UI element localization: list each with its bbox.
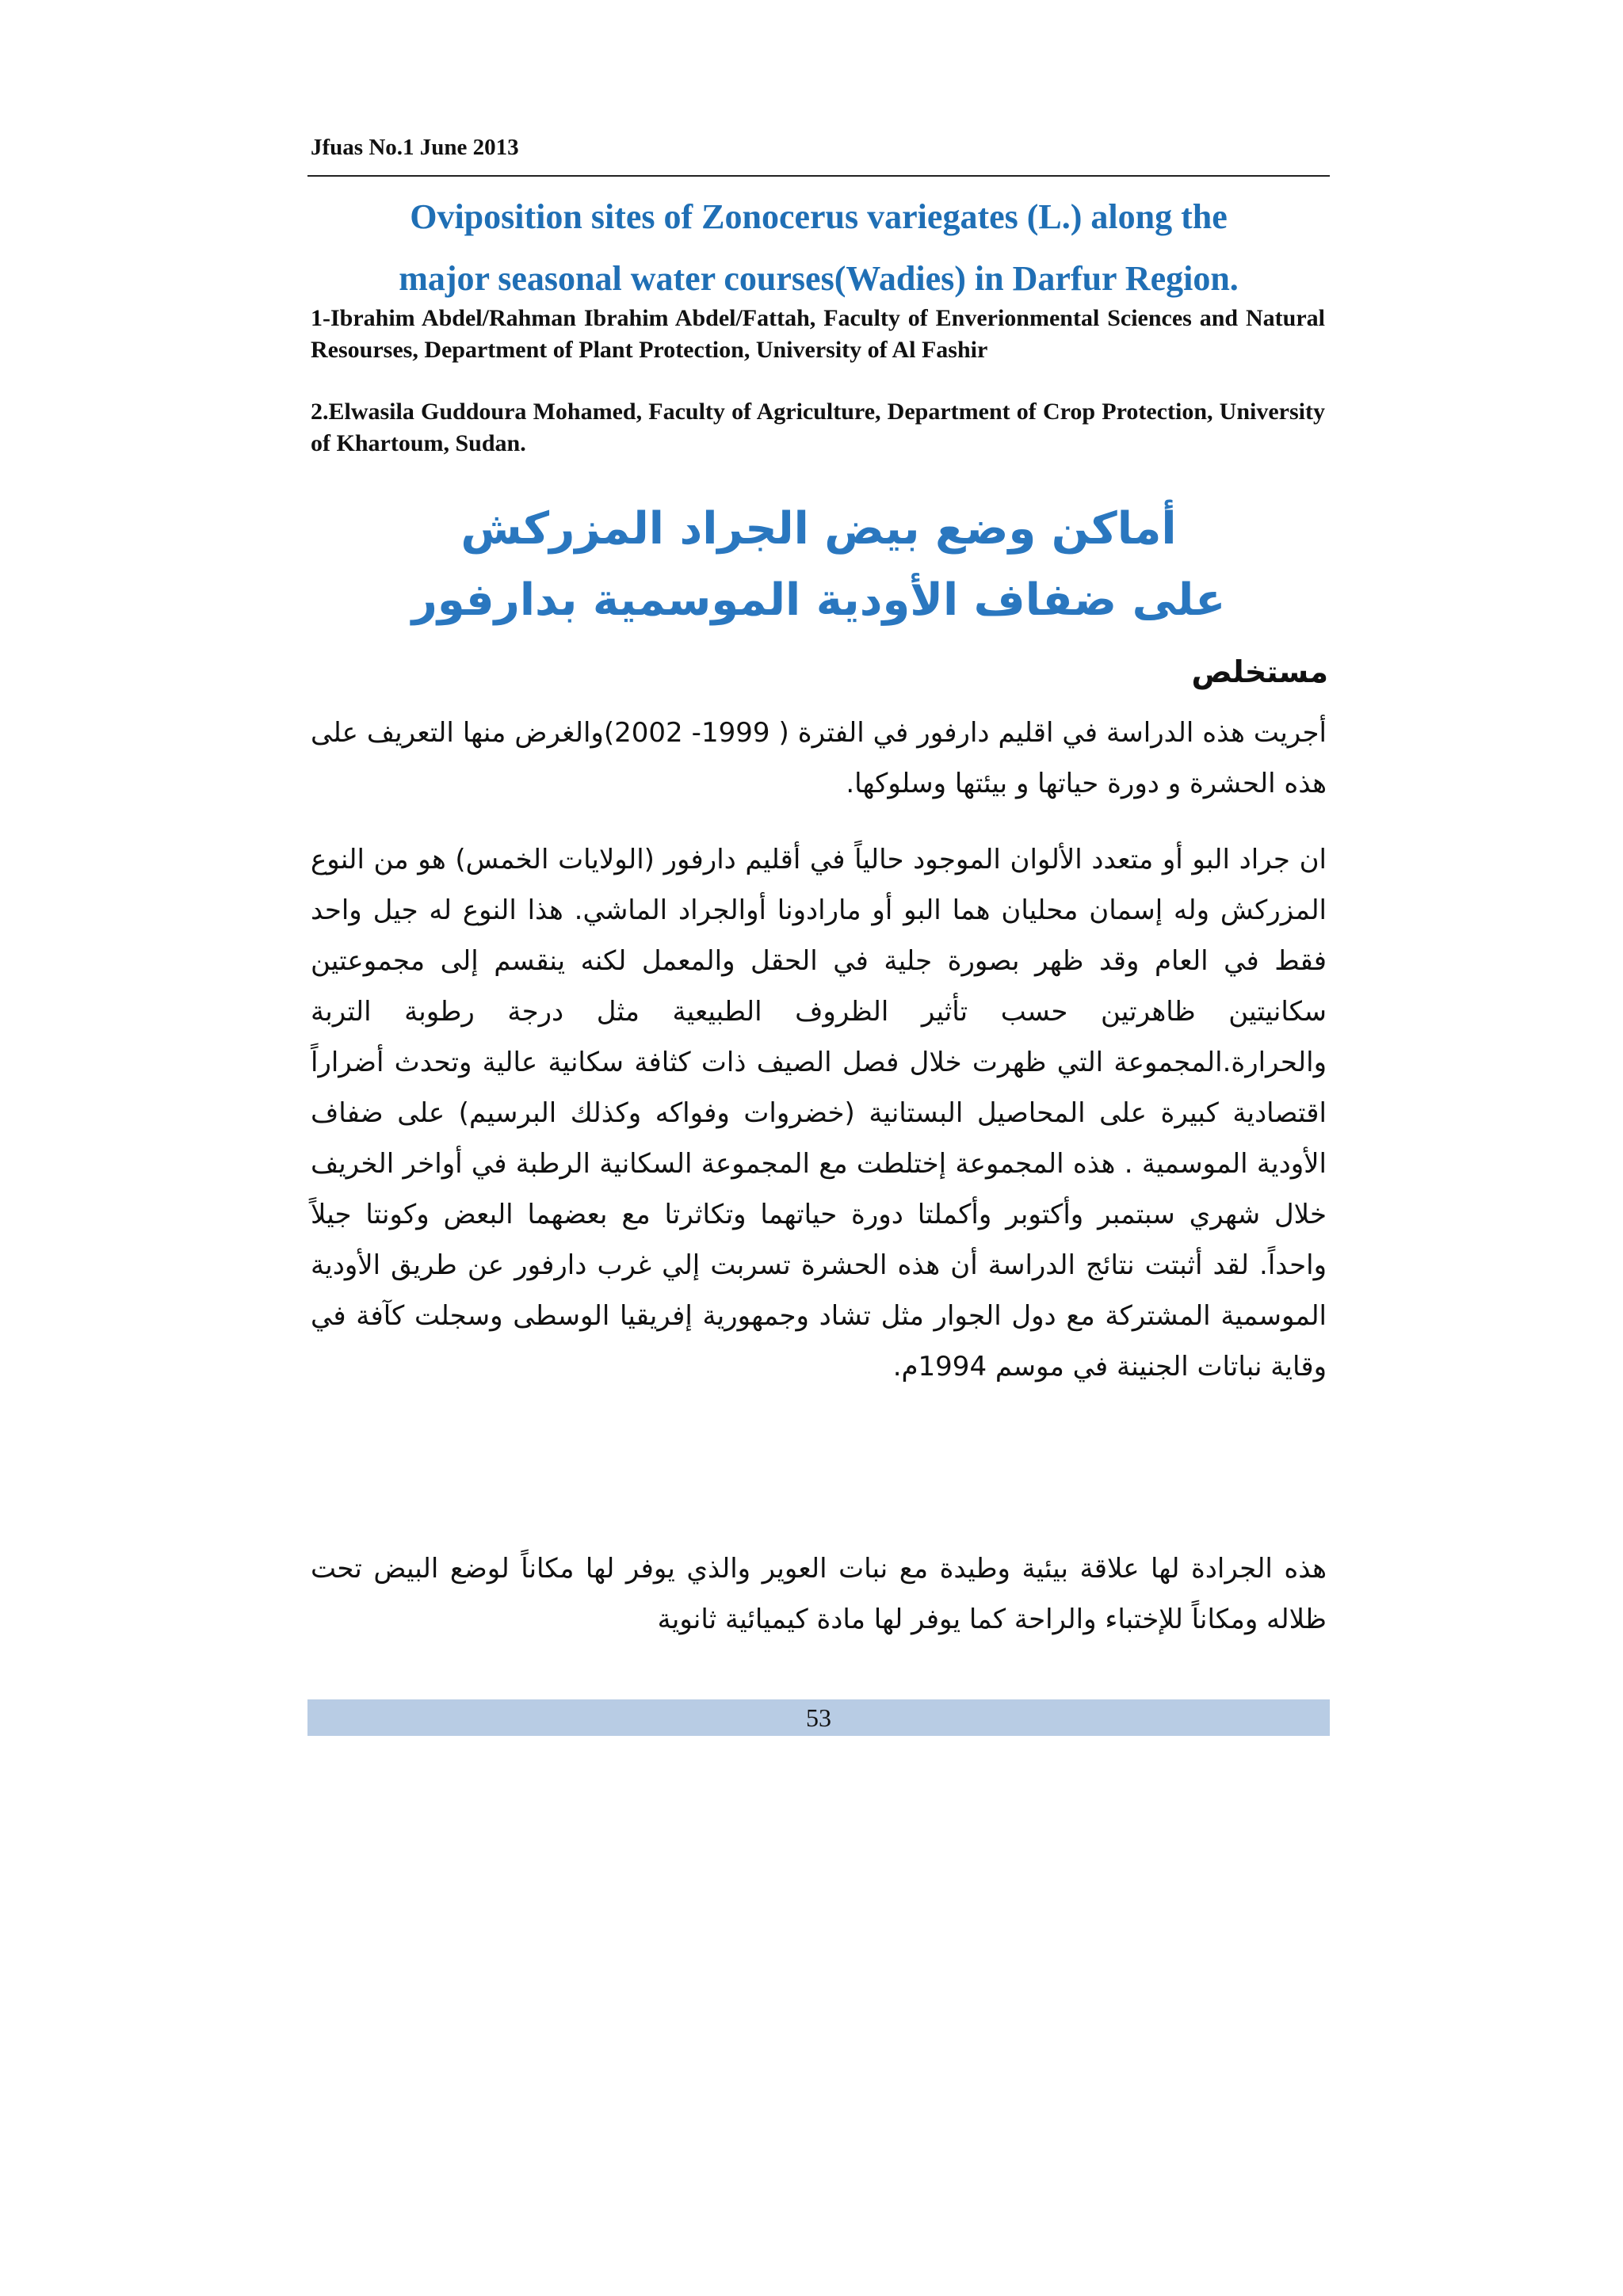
abstract-paragraph-1: أجريت هذه الدراسة في اقليم دارفور في الفترة ( 1999- 2002)والغرض منها التعريف على هذه الحشرة و دورة حياتها و بيئتها وسلوكها.: [311, 717, 1327, 799]
journal-header: Jfuas No.1 June 2013: [311, 135, 519, 160]
abstract-paragraph-3: هذه الجرادة لها علاقة بيئية وطيدة مع نبات العوير والذي يوفر لها مكاناً لوضع البيض تحت ظلاله ومكاناً للإختباء والراحة كما يوفر لها مادة كيميائية ثانوية: [311, 1553, 1327, 1635]
abstract-paragraph-2: ان جراد البو أو متعدد الألوان الموجود حالياً في أقليم دارفور (الولايات الخمس) هو من النوع المزركش وله إسمان محليان هما البو أو مارادونا أوالجراد الماشي. هذا النوع له جيل واحد فقط في العام وقد ظهر بصورة جلية في الحقل والمعمل لكنه ينقسم إلى مجموعتين سكانيتين ظاهرتين حسب تأثير الظروف الطبيعية مثل درجة رطوبة التربة والحرارة.المجموعة التي ظهرت خلال فصل الصيف ذات كثافة سكانية عالية وتحدث أضراراً اقتصادية كبيرة على المحاصيل البستانية (خضروات وفواكه وكذلك البرسيم) على ضفاف الأودية الموسمية . هذه المجموعة إختلطت مع المجموعة السكانية الرطبة في أواخر الخريف خلال شهري سبتمبر وأكتوبر وأكملتا دورة حياتهما وتكاثرتا مع بعضهما البعض وكونتا جيلاً واحداً. لقد أثبتت نتائج الدراسة أن هذه الحشرة تسربت إلي غرب دارفور عن طريق الأودية الموسمية المشتركة مع دول الجوار مثل تشاد وجمهورية إفريقيا الوسطى وسجلت كآفة في وقاية نباتات الجنينة في موسم 1994م.: [311, 844, 1327, 1383]
abstract-heading: مستخلص: [1191, 654, 1328, 689]
header-divider: [307, 175, 1330, 177]
author-affiliation-1: 1-Ibrahim Abdel/Rahman Ibrahim Abdel/Fattah, Faculty of Enverionmental Sciences and Natural Resourses, Department of Plant Protection, University of Al Fashir: [311, 305, 1325, 363]
author-affiliation-2: 2.Elwasila Guddoura Mohamed, Faculty of Agriculture, Department of Crop Protection, University of Khartoum, Sudan.: [311, 399, 1325, 456]
page-number: 53: [806, 1703, 831, 1732]
arabic-title-line-1: أماكن وضع بيض الجراد المزركش: [460, 503, 1177, 555]
english-title-line-2: major seasonal water courses(Wadies) in Darfur Region.: [399, 259, 1239, 298]
arabic-title-line-2: على ضفاف الأودية الموسمية بدارفور: [411, 574, 1226, 626]
page-footer-bar: [307, 1699, 1330, 1736]
english-title-line-1: Oviposition sites of Zonocerus variegates (L.) along the: [410, 197, 1228, 236]
